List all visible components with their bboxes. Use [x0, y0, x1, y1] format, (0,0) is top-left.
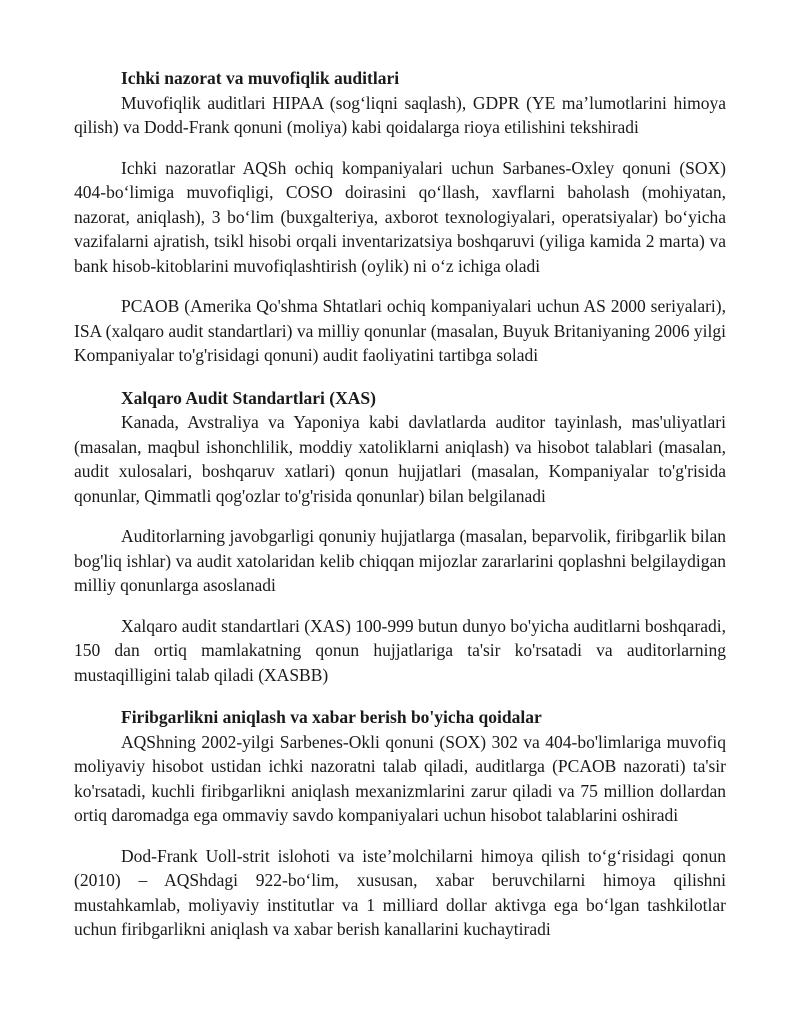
paragraph: Auditorlarning javobgarligi qonuniy hujjatlarga (masalan, beparvolik, firibgarlik bilan bog'liq ishlar) va audit xatolaridan kelib chiqqan mijozlar zararlarini qoplashni belgilaydigan milliy qonunlarga asoslanadi [74, 526, 726, 595]
section-international-standards [74, 386, 726, 688]
paragraph: Muvofiqlik auditlari HIPAA (sog‘liqni saqlash), GDPR (YE ma’lumotlarini himoya qilish) va Dodd-Frank qonuni (moliya) kabi qoidalarga rioya etilishini tekshiradi [74, 92, 726, 137]
section-fraud-detection [74, 705, 726, 942]
paragraph: Xalqaro audit standartlari (XAS) 100-999 butun dunyo bo'yicha auditlarni boshqaradi, 150 dan ortiq mamlakatning qonun hujjatlariga ta'sir ko'rsatadi va auditorlarning mustaqilligini talab qiladi (XASBB) [74, 615, 726, 685]
section-internal-control [74, 66, 726, 368]
paragraph: PCAOB (Amerika Qo'shma Shtatlari ochiq kompaniyalari uchun AS 2000 seriyalari), ISA (xalqaro audit standartlari) va milliy qonunlar (masalan, Buyuk Britaniyaning 2006 yilgi Kompaniyalar to'g'risidagi qonuni) audit faoliyatini tartibga soladi [74, 296, 726, 365]
paragraph: Ichki nazoratlar AQSh ochiq kompaniyalari uchun Sarbanes-Oxley qonuni (SOX) 404-bo‘limiga muvofiqligi, COSO doirasini qo‘llash, xavflarni baholash (mohiyatan, nazorat, aniqlash), 3 bo‘lim (buxgalteriya, axborot texnologiyalari, operatsiyalar) bo‘yicha vazifalarni ajratish, tsikl hisobi orqali inventarizatsiya boshqaruvi (yiliga kamida 2 marta) va bank hisob-kitoblarini muvofiqlashtirish (oylik) ni o‘z ichiga oladi [74, 157, 726, 276]
section-heading: Firibgarlikni aniqlash va xabar berish bo'yicha qoidalar [121, 707, 542, 727]
section-heading: Ichki nazorat va muvofiqlik auditlari [121, 68, 400, 88]
document-page [74, 66, 726, 942]
paragraph: Kanada, Avstraliya va Yaponiya kabi davlatlarda auditor tayinlash, mas'uliyatlari (masalan, maqbul ishonchlilik, moddiy xatoliklarni aniqlash) va hisobot talablari (masalan, audit xulosalari, boshqaruv xatlari) qonun hujjatlari (masalan, Kompaniyalar to'g'risida qonunlar, Qimmatli qog'ozlar to'g'risida qonunlar) bilan belgilanadi [74, 412, 726, 506]
paragraph: Dod-Frank Uoll-strit islohoti va iste’molchilarni himoya qilish to‘g‘risidagi qonun (2010) – AQShdagi 922-bo‘lim, xususan, xabar beruvchilarni himoya qilishni mustahkamlab, moliyaviy institutlar va 1 milliard dollar aktivga ega bo‘lgan tashkilotlar uchun firibgarlikni aniqlash va xabar berish kanallarini kuchaytiradi [74, 845, 726, 939]
section-heading: Xalqaro Audit Standartlari (XAS) [121, 387, 376, 408]
paragraph: AQShning 2002-yilgi Sarbenes-Okli qonuni (SOX) 302 va 404-bo'limlariga muvofiq moliyaviy hisobot ustidan ichki nazoratni talab qiladi, auditlarga (PCAOB nazorati) ta'sir ko'rsatadi, kuchli firibgarlikni aniqlash mexanizmlarini zarur qiladi va 75 million dollardan ortiq daromadga ega ommaviy savdo kompaniyalari uchun hisobot talablarini oshiradi [74, 731, 726, 825]
